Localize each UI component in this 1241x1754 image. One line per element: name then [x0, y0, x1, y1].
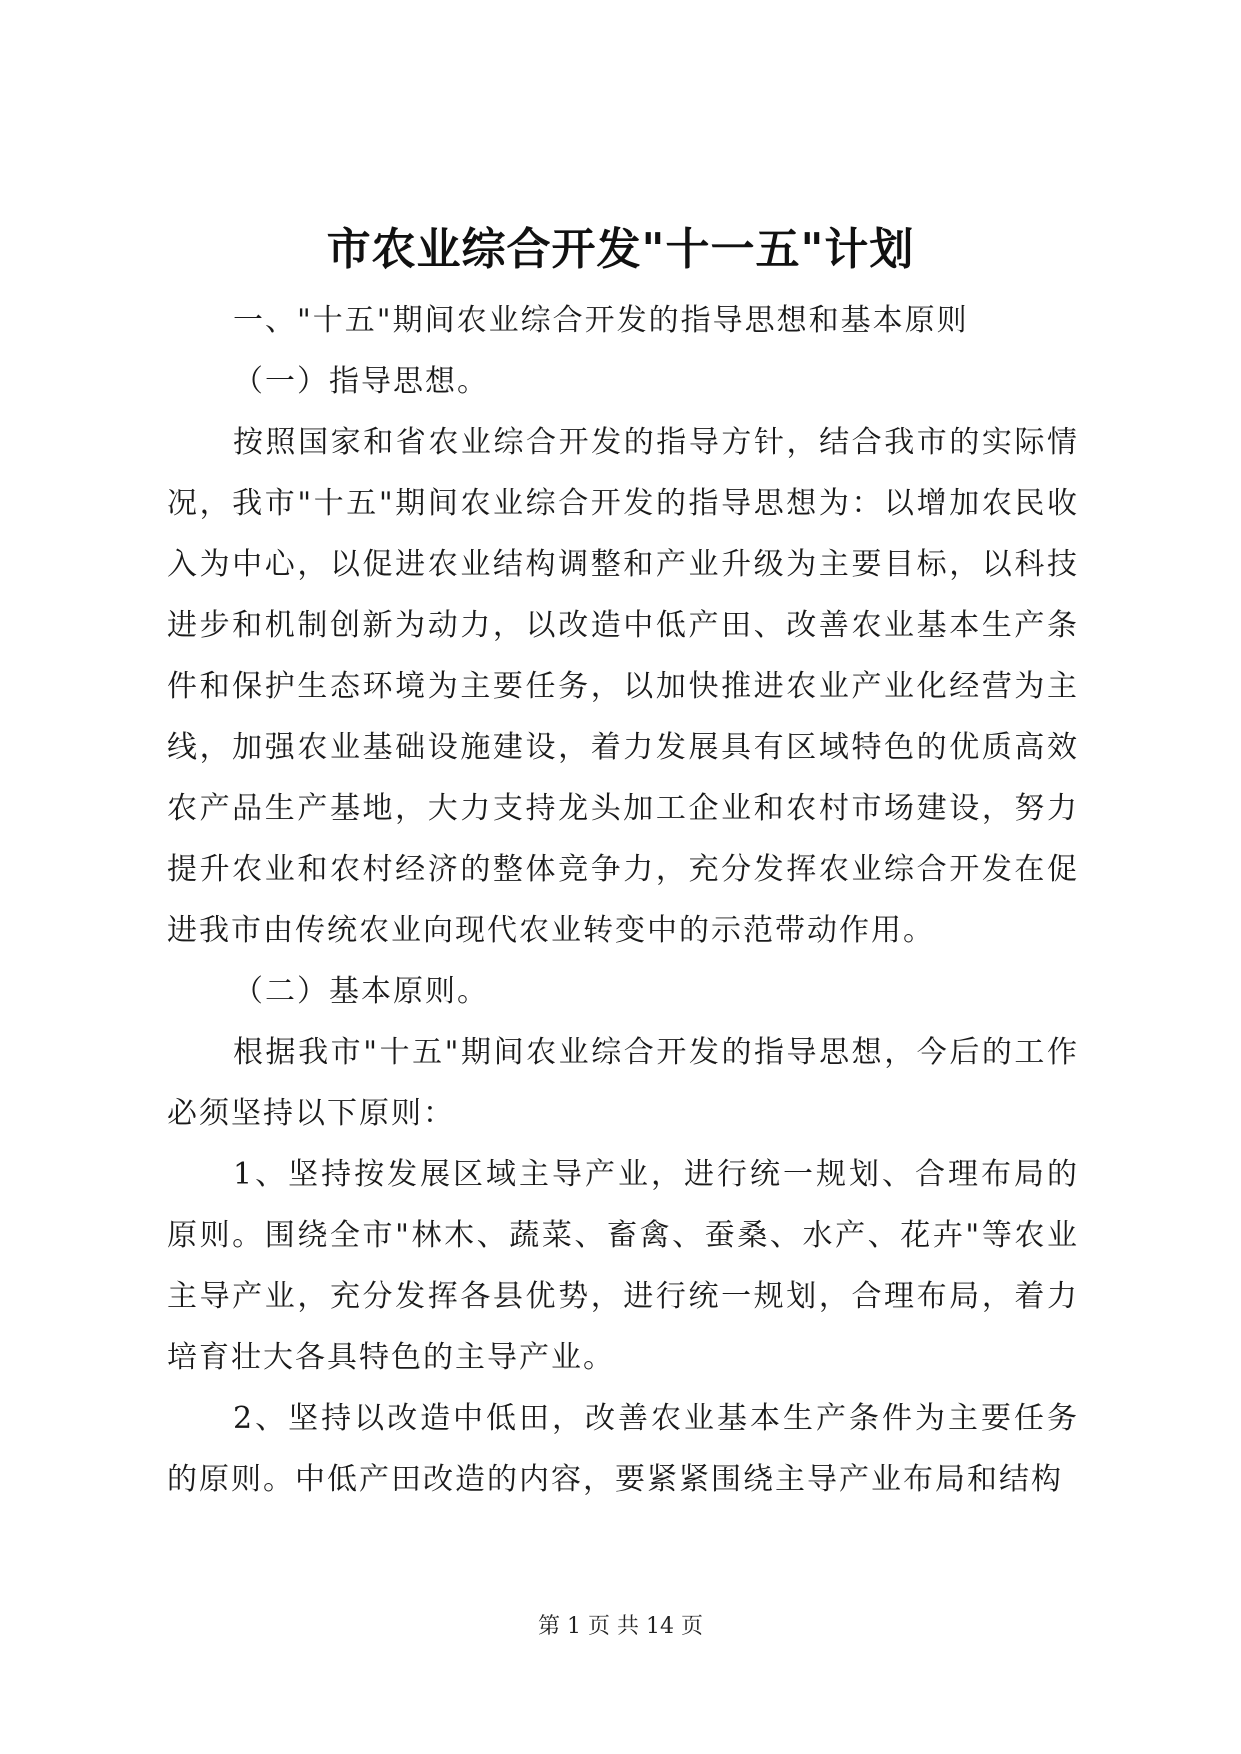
body-paragraph: 2、坚持以改造中低田，改善农业基本生产条件为主要任务的原则。中低产田改造的内容，要紧紧围绕主导产业布局和结构 — [167, 1401, 1079, 1497]
document-body — [167, 290, 1079, 1510]
subsection-heading: （一）指导思想。 — [233, 364, 489, 399]
document-title: 市农业综合开发"十一五"计划 — [326, 224, 915, 275]
page-footer: 第 1 页 共 14 页 — [538, 1614, 703, 1639]
body-paragraph: 根据我市"十五"期间农业综合开发的指导思想，今后的工作必须坚持以下原则： — [167, 1035, 1079, 1131]
subsection-heading: （二）基本原则。 — [233, 974, 489, 1009]
body-paragraph: 1、坚持按发展区域主导产业，进行统一规划、合理布局的原则。围绕全市"林木、蔬菜、畜禽、蚕桑、水产、花卉"等农业主导产业，充分发挥各县优势，进行统一规划，合理布局，着力培育壮大各具特色的主导产业。 — [167, 1157, 1079, 1375]
section-heading: 一、"十五"期间农业综合开发的指导思想和基本原则 — [233, 303, 969, 338]
body-paragraph: 按照国家和省农业综合开发的指导方针，结合我市的实际情况，我市"十五"期间农业综合开发的指导思想为：以增加农民收入为中心，以促进农业结构调整和产业升级为主要目标，以科技进步和机制创新为动力，以改造中低产田、改善农业基本生产条件和保护生态环境为主要任务，以加快推进农业产业化经营为主线，加强农业基础设施建设，着力发展具有区域特色的优质高效农产品生产基地，大力支持龙头加工企业和农村市场建设，努力提升农业和农村经济的整体竞争力，充分发挥农业综合开发在促进我市由传统农业向现代农业转变中的示范带动作用。 — [167, 425, 1079, 948]
